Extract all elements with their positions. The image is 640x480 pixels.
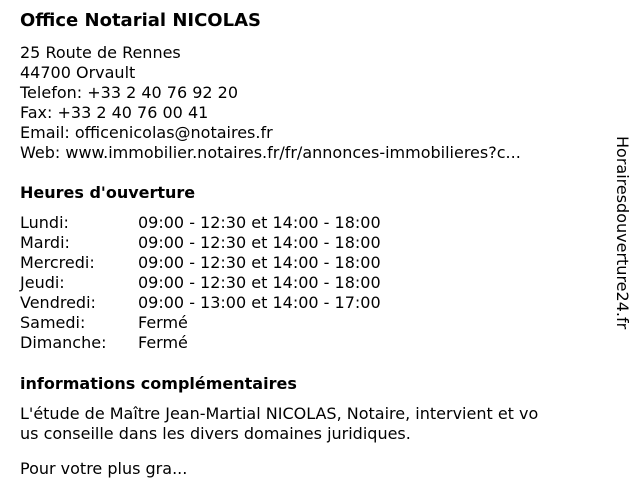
- description-more: Pour votre plus gra...: [20, 459, 188, 478]
- address-line-1: 25 Route de Rennes: [20, 43, 181, 62]
- time-value: 09:00 - 12:30 et 14:00 - 18:00: [138, 213, 381, 232]
- info-heading: informations complémentaires: [20, 374, 297, 393]
- info-description: [20, 404, 600, 444]
- time-value: 09:00 - 12:30 et 14:00 - 18:00: [138, 273, 381, 292]
- day-label: Lundi:: [20, 213, 69, 232]
- site-watermark: Horairesdouverture24.fr: [613, 136, 632, 330]
- time-value: 09:00 - 13:00 et 14:00 - 17:00: [138, 293, 381, 312]
- contact-block: [20, 43, 521, 163]
- day-label: Jeudi:: [20, 273, 65, 292]
- day-label: Samedi:: [20, 313, 86, 332]
- description-line-1: L'étude de Maître Jean-Martial NICOLAS, Notaire, intervient et vo: [20, 404, 539, 423]
- day-label: Mercredi:: [20, 253, 95, 272]
- website-link[interactable]: Web: www.immobilier.notaires.fr/fr/annonces-immobilieres?c...: [20, 143, 521, 162]
- email-address[interactable]: Email: officenicolas@notaires.fr: [20, 123, 273, 142]
- day-label: Dimanche:: [20, 333, 107, 352]
- day-label: Vendredi:: [20, 293, 96, 312]
- time-value: 09:00 - 12:30 et 14:00 - 18:00: [138, 253, 381, 272]
- time-value: Fermé: [138, 333, 188, 352]
- address-line-2: 44700 Orvault: [20, 63, 136, 82]
- day-label: Mardi:: [20, 233, 70, 252]
- hours-heading: Heures d'ouverture: [20, 183, 196, 202]
- office-name: Office Notarial NICOLAS: [20, 10, 261, 31]
- fax-number: Fax: +33 2 40 76 00 41: [20, 103, 209, 122]
- time-value: Fermé: [138, 313, 188, 332]
- phone-number[interactable]: Telefon: +33 2 40 76 92 20: [20, 83, 239, 102]
- description-line-2: us conseille dans les divers domaines juridiques.: [20, 424, 411, 443]
- time-value: 09:00 - 12:30 et 14:00 - 18:00: [138, 233, 381, 252]
